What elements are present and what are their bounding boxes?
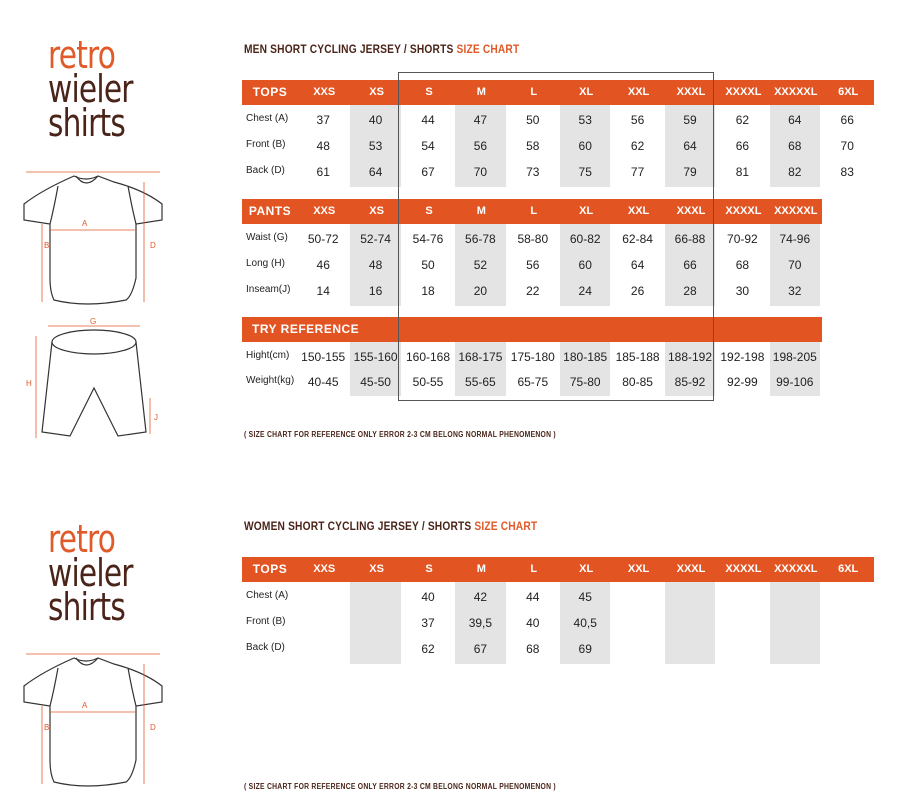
header-size: S — [425, 86, 433, 98]
brand-line-3: shirts — [48, 585, 126, 629]
women-note: ( SIZE CHART FOR REFERENCE ONLY ERROR 2-3 CM BELONG NORMAL PHENOMENON ) — [244, 782, 556, 791]
header-size: XL — [579, 205, 594, 217]
size-value: 40,5 — [573, 616, 597, 630]
size-value: 79 — [683, 165, 697, 179]
header-size: 6XL — [838, 563, 859, 575]
size-value: 75-80 — [569, 375, 601, 389]
size-value: 40-45 — [307, 375, 339, 389]
diagram-label: J — [154, 413, 158, 422]
size-value: 54-76 — [412, 232, 444, 246]
size-value: 40 — [526, 616, 540, 630]
row-label: Long (H) — [246, 258, 285, 269]
header-size: M — [476, 86, 486, 98]
header-size: XL — [579, 563, 594, 575]
size-value: 40 — [421, 590, 435, 604]
jersey-diagram — [14, 168, 174, 308]
size-value: 59 — [683, 113, 697, 127]
size-value: 42 — [473, 590, 488, 604]
size-value: 80-85 — [622, 375, 653, 389]
size-value: 50-55 — [412, 375, 444, 389]
size-value: 155-160 — [353, 350, 398, 364]
size-value: 168-175 — [458, 350, 503, 364]
brand-line-3: shirts — [48, 101, 126, 145]
size-value: 47 — [473, 113, 488, 127]
size-value: 62 — [735, 113, 750, 127]
size-value: 58-80 — [517, 232, 549, 246]
header-size: 6XL — [838, 86, 859, 98]
size-value: 40 — [368, 113, 383, 127]
row-label: Weight(kg) — [246, 375, 295, 386]
size-value: 48 — [316, 139, 330, 153]
row-label: Back (D) — [246, 165, 285, 176]
size-value: 53 — [368, 139, 383, 153]
size-value: 48 — [368, 258, 383, 272]
size-value: 64 — [630, 258, 645, 272]
table-header — [242, 557, 874, 582]
size-value: 83 — [840, 165, 854, 179]
size-value: 68 — [735, 258, 750, 272]
size-value: 32 — [788, 284, 802, 298]
header-size: XXXXXL — [774, 205, 818, 217]
size-value: 74-96 — [779, 232, 811, 246]
size-value: 188-192 — [667, 350, 713, 364]
header-size: XXL — [627, 205, 650, 217]
header-size: XXXXL — [725, 205, 762, 217]
header-size: XS — [369, 86, 384, 98]
size-value: 39,5 — [468, 616, 493, 630]
size-value: 70 — [788, 258, 802, 272]
header-size: XXL — [627, 86, 650, 98]
diagram-label: B — [44, 723, 50, 732]
column-shade — [770, 582, 820, 664]
size-value: 37 — [421, 616, 435, 630]
brand-logo-women — [48, 517, 133, 629]
size-value: 68 — [526, 642, 540, 656]
size-value: 66 — [683, 258, 697, 272]
size-value: 60 — [578, 139, 592, 153]
diagram-label: G — [90, 317, 97, 326]
size-value: 53 — [578, 113, 592, 127]
header-size: XXS — [313, 563, 336, 575]
header-size: S — [425, 205, 433, 217]
row-label: Inseam(J) — [246, 284, 291, 295]
size-value: 50 — [421, 258, 435, 272]
men-note: ( SIZE CHART FOR REFERENCE ONLY ERROR 2-3 CM BELONG NORMAL PHENOMENON ) — [244, 430, 556, 439]
size-value: 66-88 — [674, 232, 706, 246]
header-size: M — [476, 205, 486, 217]
size-value: 37 — [316, 113, 330, 127]
size-value: 28 — [683, 284, 697, 298]
header-size: S — [425, 563, 433, 575]
women-chart-title — [244, 519, 537, 533]
header-size: XS — [369, 205, 384, 217]
size-value: 22 — [526, 284, 540, 298]
size-value: 45 — [578, 590, 592, 604]
diagram-label: A — [82, 701, 88, 710]
brand-line-1: retro — [48, 33, 116, 77]
size-value: 64 — [683, 139, 697, 153]
row-label: Waist (G) — [246, 232, 288, 243]
header-size: XL — [579, 86, 594, 98]
size-value: 56 — [473, 139, 488, 153]
size-value: 82 — [788, 165, 802, 179]
title-accent: SIZE CHART — [456, 42, 520, 56]
size-value: 64 — [368, 165, 383, 179]
diagram-label: D — [150, 241, 156, 250]
header-size: XXS — [313, 86, 336, 98]
size-value: 67 — [421, 165, 435, 179]
diagram-label: D — [150, 723, 156, 732]
diagram-label: B — [44, 241, 50, 250]
size-value: 73 — [526, 165, 540, 179]
size-value: 20 — [473, 284, 488, 298]
size-value: 46 — [316, 258, 330, 272]
row-label: Back (D) — [246, 642, 285, 653]
header-size: XXXXXL — [774, 86, 818, 98]
size-value: 175-180 — [510, 350, 555, 364]
size-value: 77 — [630, 165, 645, 179]
header-size: XS — [369, 563, 384, 575]
brand-line-1: retro — [48, 517, 116, 561]
jersey-diagram-women — [14, 650, 174, 790]
size-value: 30 — [735, 284, 750, 298]
header-size: XXXL — [676, 205, 706, 217]
size-value: 64 — [788, 113, 802, 127]
size-value: 160-168 — [405, 350, 451, 364]
size-value: 75 — [578, 165, 592, 179]
title-text: WOMEN SHORT CYCLING JERSEY / SHORTS — [244, 519, 472, 533]
size-value: 26 — [630, 284, 645, 298]
header-size: L — [530, 86, 538, 98]
size-value: 66 — [840, 113, 854, 127]
size-value: 81 — [735, 165, 750, 179]
size-value: 56 — [630, 113, 645, 127]
size-value: 180-185 — [563, 350, 608, 364]
size-value: 185-188 — [615, 350, 660, 364]
size-value: 14 — [316, 284, 330, 298]
title-text: MEN SHORT CYCLING JERSEY / SHORTS — [244, 42, 454, 56]
size-value: 54 — [421, 139, 435, 153]
size-value: 62-84 — [622, 232, 653, 246]
size-value: 62 — [630, 139, 645, 153]
header-size: L — [530, 563, 538, 575]
row-label: Front (B) — [246, 139, 286, 150]
header-title: TOPS — [252, 562, 288, 576]
women-tops-table — [242, 557, 874, 665]
column-shade — [350, 582, 400, 664]
diagram-label: A — [82, 219, 88, 228]
title-accent: SIZE CHART — [474, 519, 538, 533]
size-value: 50 — [526, 113, 540, 127]
size-value: 99-106 — [776, 375, 814, 389]
size-value: 192-198 — [720, 350, 765, 364]
size-value: 61 — [316, 165, 330, 179]
size-value: 58 — [526, 139, 540, 153]
header-size: XXXL — [676, 86, 706, 98]
shorts-diagram — [14, 316, 174, 446]
size-value: 56 — [526, 258, 540, 272]
size-value: 70 — [840, 139, 854, 153]
header-title: TOPS — [252, 85, 288, 99]
row-label: Hight(cm) — [246, 350, 290, 361]
size-value: 150-155 — [301, 350, 346, 364]
row-label: Chest (A) — [246, 113, 289, 124]
row-label: Front (B) — [246, 616, 286, 627]
size-value: 52-74 — [360, 232, 391, 246]
size-value: 68 — [788, 139, 802, 153]
header-size: XXXL — [676, 563, 706, 575]
header-size: XXXXXL — [774, 563, 818, 575]
size-value: 85-92 — [674, 375, 706, 389]
header-title: PANTS — [248, 204, 292, 218]
brand-line-2: wieler — [48, 67, 133, 111]
header-title: TRY REFERENCE — [252, 322, 360, 336]
size-value: 50-72 — [307, 232, 339, 246]
row-label: Chest (A) — [246, 590, 289, 601]
size-value: 60-82 — [569, 232, 601, 246]
header-size: XXL — [627, 563, 650, 575]
size-value: 66 — [735, 139, 750, 153]
size-value: 65-75 — [517, 375, 549, 389]
size-value: 24 — [578, 284, 592, 298]
size-value: 70 — [473, 165, 488, 179]
size-value: 60 — [578, 258, 592, 272]
size-value: 44 — [421, 113, 435, 127]
size-value: 67 — [473, 642, 488, 656]
size-value: 56-78 — [465, 232, 496, 246]
size-value: 52 — [473, 258, 488, 272]
diagram-label: H — [26, 379, 32, 388]
header-size: M — [476, 563, 486, 575]
brand-line-2: wieler — [48, 551, 133, 595]
size-value: 62 — [421, 642, 435, 656]
size-value: 69 — [578, 642, 592, 656]
header-size: XXXXL — [725, 86, 762, 98]
header-size: XXS — [313, 205, 336, 217]
men-chart-title — [244, 42, 519, 56]
size-value: 16 — [368, 284, 383, 298]
highlight-frame — [398, 72, 714, 401]
header-size: XXXXL — [725, 563, 762, 575]
size-value: 55-65 — [465, 375, 496, 389]
header-size: L — [530, 205, 538, 217]
size-value: 70-92 — [727, 232, 758, 246]
size-value: 44 — [526, 590, 540, 604]
size-value: 45-50 — [360, 375, 391, 389]
size-value: 198-205 — [772, 350, 817, 364]
column-shade — [665, 582, 715, 664]
brand-logo — [48, 33, 133, 145]
size-value: 18 — [421, 284, 435, 298]
size-value: 92-99 — [727, 375, 758, 389]
